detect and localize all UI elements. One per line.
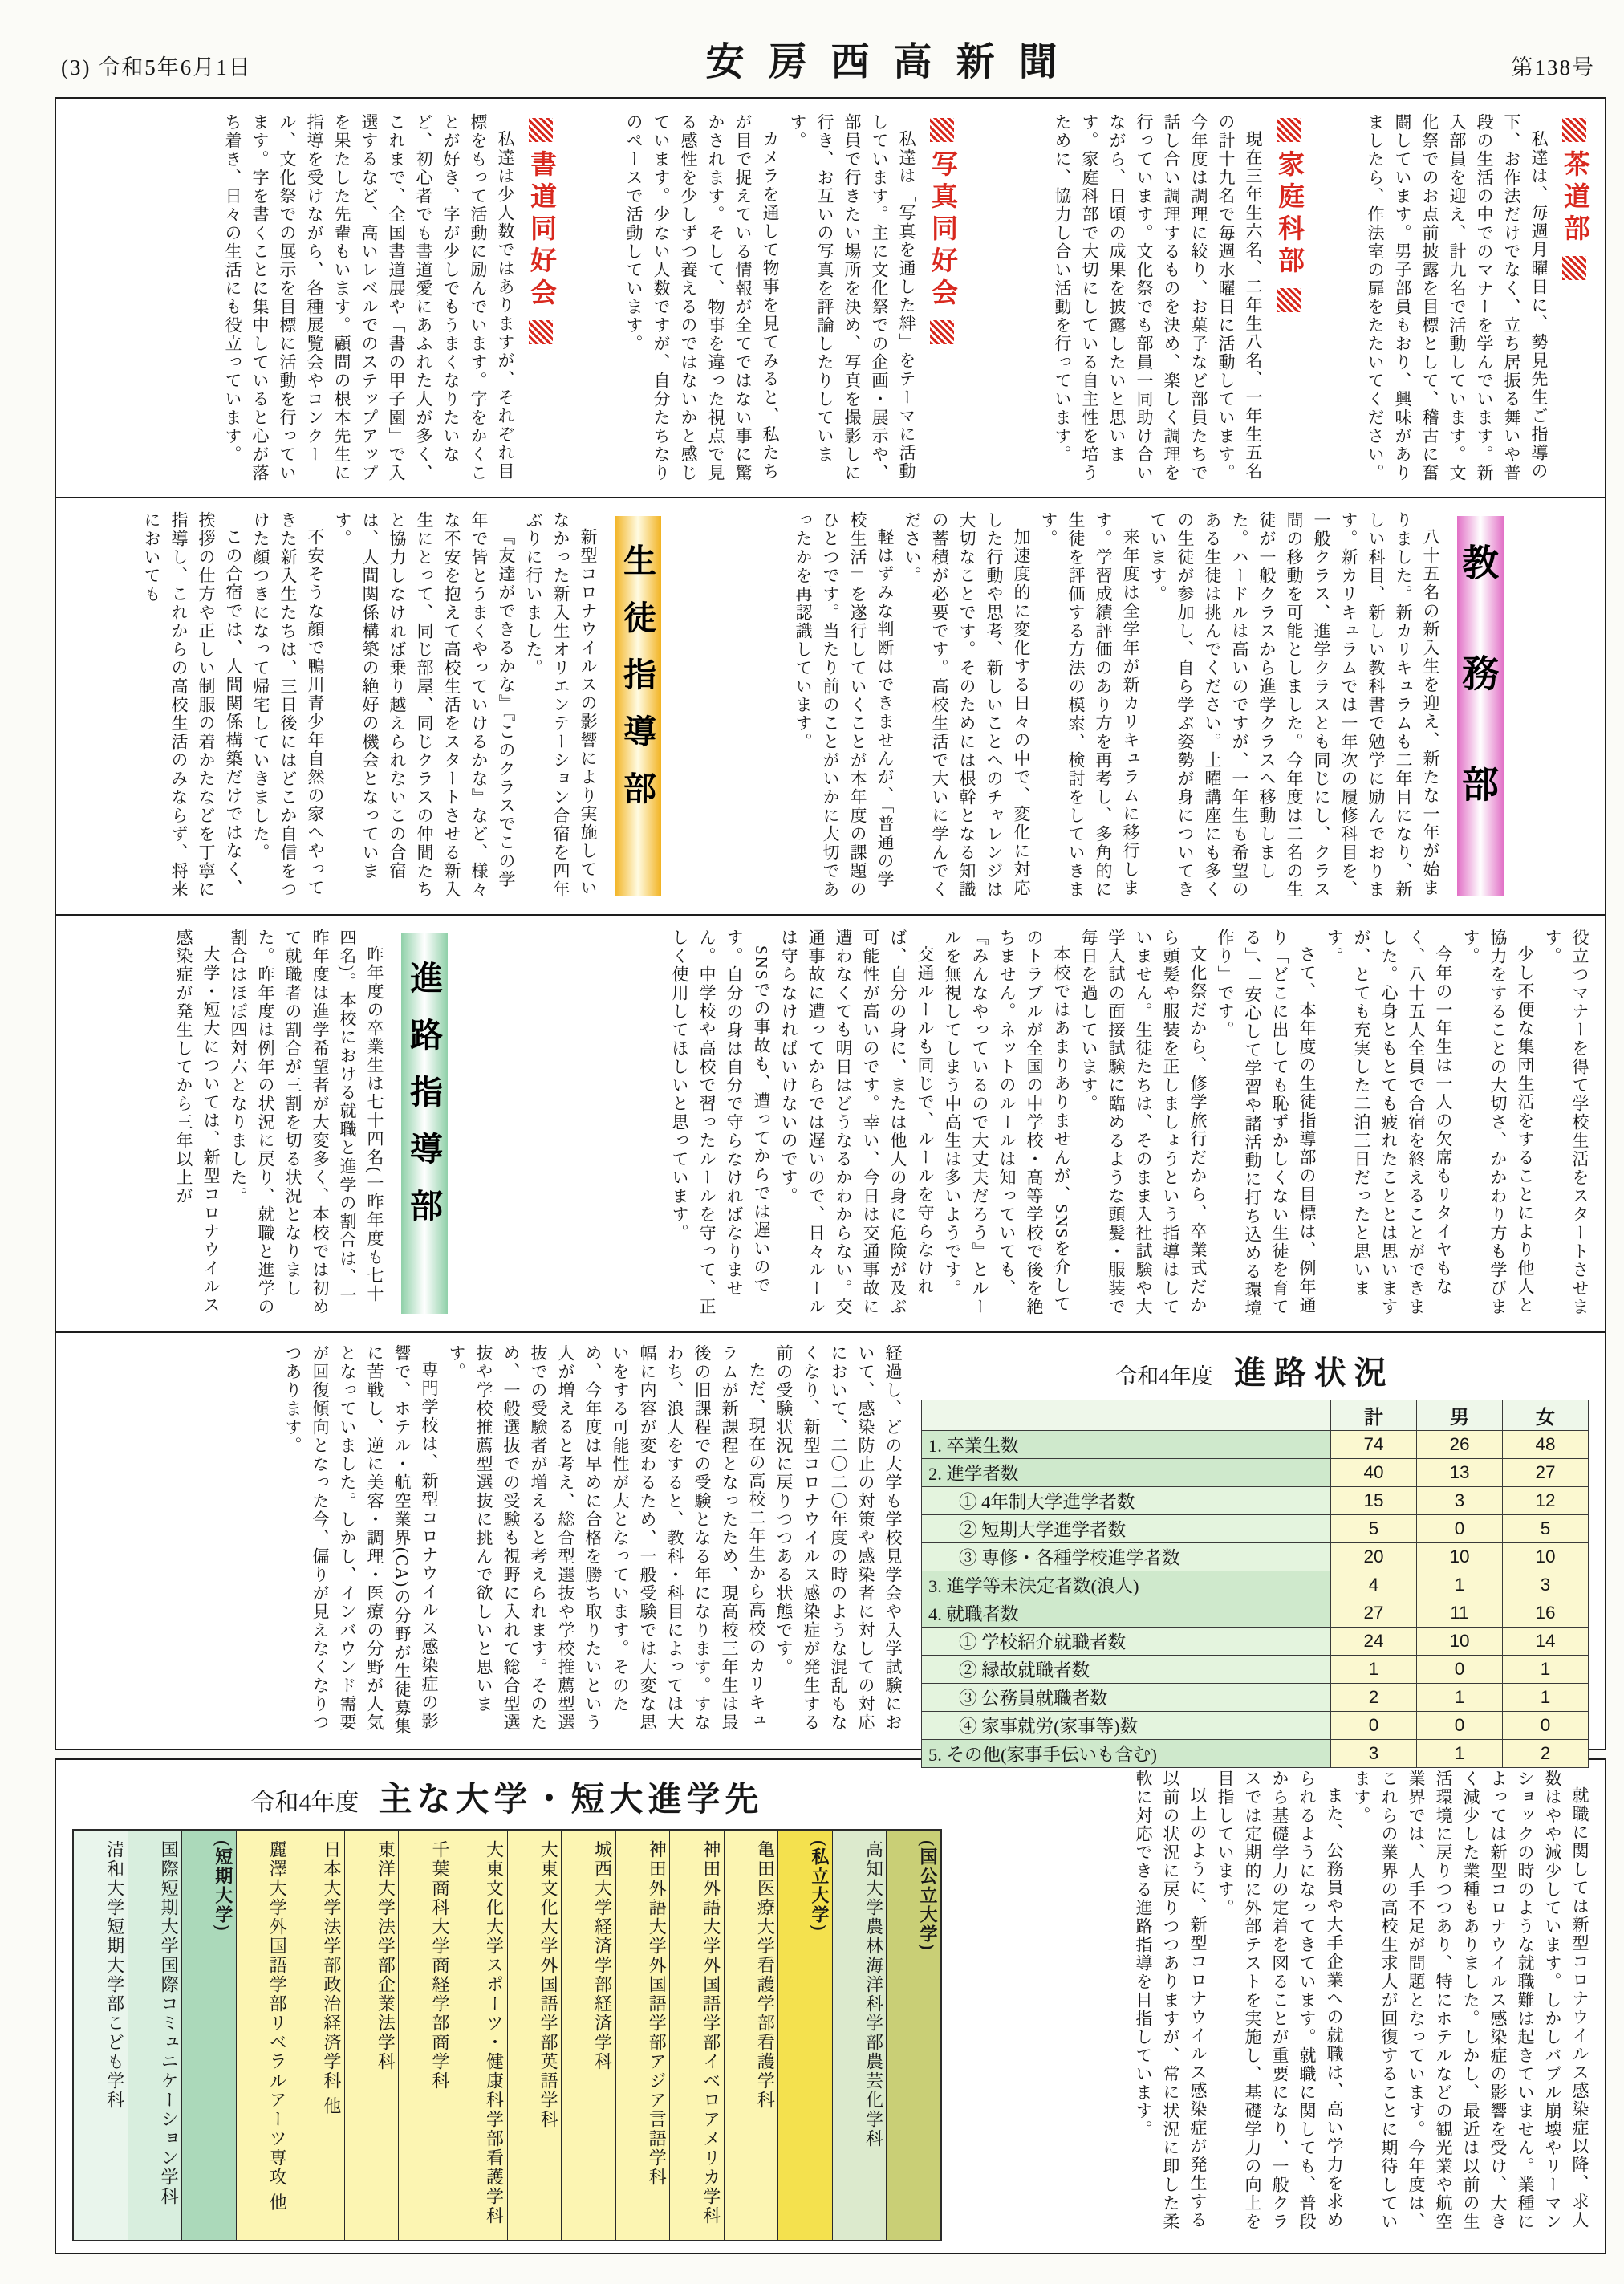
row-label: ③ 専修・各種学校進学者数	[922, 1543, 1331, 1571]
cell-female: 12	[1503, 1487, 1589, 1515]
paragraph: 新型コロナウイルスの影響により実施していなかった新入生オリエンテーション合宿を四年ぶりに行いました。	[524, 511, 598, 899]
shinro-title-bar: 進路指導部	[401, 933, 448, 1314]
row-label: 2. 進学者数	[922, 1459, 1331, 1487]
cell-female: 0	[1503, 1712, 1589, 1740]
univ-column: 大東文化大学外国語学部英語学科	[507, 1831, 562, 2240]
kyomu-seito-band	[55, 498, 1606, 916]
section-title: 写真同好会	[928, 150, 956, 311]
table-row	[922, 1628, 1589, 1656]
university-columns	[72, 1829, 942, 2241]
univ-column: 大東文化大学スポーツ・健康科学部看護学科	[453, 1831, 507, 2240]
cell-total: 0	[1331, 1712, 1417, 1740]
table-row	[922, 1599, 1589, 1628]
table-row	[922, 1571, 1589, 1599]
cell-total: 4	[1331, 1571, 1417, 1599]
cell-total: 74	[1331, 1431, 1417, 1459]
hatch-icon	[529, 118, 553, 142]
career-status-table-box	[907, 1344, 1594, 1765]
kyomu-title-bar: 教務部	[1457, 516, 1504, 896]
section-title: 茶道部	[1560, 150, 1589, 246]
cell-male: 1	[1417, 1684, 1503, 1712]
shodo-club-title	[527, 115, 554, 482]
cell-female: 16	[1503, 1599, 1589, 1628]
section-title: 書道同好会	[526, 150, 555, 311]
paragraph: カメラを通して物事を見てみると、私たちが目で捉えている情報が全てではない事に驚かされます。そして、物事を違った視点で見る感性を少しずつ養えるのではないかと感じています。少ない人数ですが、自分たちなりのペースで活動しています。	[624, 113, 780, 482]
header-empty-cell	[922, 1400, 1331, 1431]
hatch-icon	[1562, 118, 1586, 142]
cell-male: 3	[1417, 1487, 1503, 1515]
row-label: ② 短期大学進学者数	[922, 1515, 1331, 1543]
row-label: 5. その他(家事手伝いも含む)	[922, 1740, 1331, 1768]
paragraph: 現在三年生六名、二年生八名、一年生五名の計十九名で毎週水曜日に活動しています。今年度は調理に絞り、お菓子など部員たちで話し合い調理するものを決め、楽しく調理を行っています。文化祭でも部員一同助け合いながら、日頃の成果を披露したいと思います。家庭科部で大切にしている自主性を培うために、協力し合い活動を行っています。	[1053, 113, 1263, 482]
univ-category-column: (私立大学)	[777, 1831, 832, 2240]
article-body	[560, 113, 920, 482]
fiscal-year-label: 令和4年度	[250, 1790, 359, 1816]
table-row	[922, 1459, 1589, 1487]
shinro-article-body-part1	[67, 929, 388, 1319]
cell-female: 5	[1503, 1515, 1589, 1543]
hatch-icon	[1277, 288, 1301, 312]
univ-column: 麗澤大学外国語学部リベラルアーツ専攻 他	[236, 1831, 290, 2240]
paragraph: 不安そうな顔で鴨川青少年自然の家へやってきた新入生たちは、三日後にはどこか自信をつけた顔つきになって帰宅していきました。	[251, 511, 325, 899]
shashin-club-title	[928, 115, 955, 482]
row-label: ① 4年制大学進学者数	[922, 1487, 1331, 1515]
paragraph: SNSでの事故も、遭ってからでは遅いのです。自分の身は自分で守らなければなりません。中学校や高校で習ったルールを守って、正しく使用してほしいと思っています。	[670, 929, 771, 1316]
article-body	[1308, 113, 1553, 482]
shinro-article-body-part3	[960, 1770, 1594, 2243]
paragraph: 以上のように、新型コロナウイルス感染症が発生する以前の状況に戻りつつありますが、常に状況に即した柔軟に対応できる進路指導を目指しています。	[1134, 1770, 1208, 2231]
cell-male: 11	[1417, 1599, 1503, 1628]
table-row	[922, 1712, 1589, 1740]
paragraph: 軽はずみな判断はできませんが、「普通の学校生活」を遂行していくことが本年度の課題のひとつです。当たり前のことがいかに大切であったかを再認識しています。	[794, 511, 895, 899]
table-header-row	[922, 1400, 1589, 1431]
cell-total: 20	[1331, 1543, 1417, 1571]
paragraph: 就職に関しては新型コロナウイルス感染症以降、求人数はやや減少しています。しかしバブル崩壊やリーマンショックの時のような就職難は起きていません。業種によっては新型コロナウイルス感染症の影響を受け、大きく減少した業種もありました。しかし、最近は以前の生活環境に戻りつつあり、特にホテルなどの観光業や航空業界では、人手不足が問題となっています。今年度は、これらの業界の高校生求人が回復することに期待しています。	[1352, 1770, 1589, 2231]
shinro-article-body-part2	[67, 1344, 907, 1737]
table-row	[922, 1656, 1589, 1684]
univ-column: 城西大学経済学部経済学科	[561, 1831, 615, 2240]
cell-total: 5	[1331, 1515, 1417, 1543]
seito-article-body-part2	[461, 929, 1594, 1319]
table-title: 主な大学・短大進学先	[378, 1782, 764, 1819]
article-body	[961, 113, 1267, 482]
paragraph: 文化祭だから、修学旅行だから、卒業式だから頭髪や服装を正しましょうという指導はしていません。生徒たちは、そのまま入社試験や大学入試の面接試験に臨めるような頭髪・服装で毎日を過しています。	[1079, 929, 1208, 1316]
paragraph: 八十五名の新入生を迎え、新たな一年が始まりました。新カリキュラムも二年目になり、新しい科目、新しい教科書で勉学に励んでおります。新カリキュラムでは一年次の履修科目を、一般クラス、進学クラスとも同じにし、クラス間の移動を可能としました。今年度は二名の生徒が一般クラスから進学クラスへ移動しました。ハードルは高いのですが、一年生も希望のある生徒は挑んでください。土曜講座にも多くの生徒が参加し、自ら学ぶ姿勢が身についてきています。	[1148, 511, 1440, 899]
shinro-status-band	[55, 1333, 1606, 1765]
university-table-box	[67, 1770, 960, 2243]
cell-male: 0	[1417, 1712, 1503, 1740]
career-status-table	[921, 1400, 1589, 1768]
article-shodo-club	[95, 113, 560, 482]
cell-female: 27	[1503, 1459, 1589, 1487]
sado-club-title	[1561, 115, 1587, 482]
univ-column: 高知大学農林海洋科学部農芸化学科	[832, 1831, 887, 2240]
university-table-title	[72, 1770, 942, 1829]
row-label: ④ 家事就労(家事等)数	[922, 1712, 1331, 1740]
paragraph: ただ、現在の高校二年生から高校のカリキュラムが新課程となったため、現高校三年生は最後の旧課程での受験となる年になります。すなわち、浪人をすると、教科・科目によっては大幅に内容が変わるため、一般受験では大変な思いをする可能性が大となっています。そのため、今年度は早めに合格を勝ち取りたいという人が増えると考え、総合型選抜や学校推薦型選抜での受験者が増えると考えられます。そのため、一般選抜での受験も視野に入れて総合型選抜や学校推薦型選抜に挑んで欲しいと思います。	[447, 1344, 766, 1732]
column-header-male: 男	[1417, 1400, 1503, 1431]
row-label: ① 学校紹介就職者数	[922, 1628, 1331, 1656]
career-status-title	[921, 1346, 1589, 1400]
cell-total: 27	[1331, 1599, 1417, 1628]
cell-total: 40	[1331, 1459, 1417, 1487]
paragraph: 本校ではあまりありませんが、SNSを介してのトラブルが全国の中学校・高等学校で後を絶ちません。ネットのルールは知っていても、『みんなやっているので大丈夫だろう』とルールを無視してしまう中高生は多いようです。	[943, 929, 1071, 1316]
row-label: 4. 就職者数	[922, 1599, 1331, 1628]
paragraph: 私達は「写真を通した絆」をテーマに活動しています。主に文化祭での企画・展示や、部員で行きたい場所を決め、写真を撮影しに行き、お互いの写真を評論したりしています。	[788, 113, 916, 482]
row-label: 1. 卒業生数	[922, 1431, 1331, 1459]
article-katei-club	[961, 113, 1308, 482]
cell-total: 1	[1331, 1656, 1417, 1684]
univ-column: 清和大学短期大学部こども学科	[74, 1831, 128, 2240]
cell-male: 1	[1417, 1740, 1503, 1768]
univ-column: 国際短期大学国際コミュニケーション学科	[128, 1831, 182, 2240]
table-row	[922, 1431, 1589, 1459]
katei-club-title	[1275, 115, 1301, 482]
cell-male: 13	[1417, 1459, 1503, 1487]
clubs-band	[55, 97, 1606, 498]
paragraph: さて、本年度の生徒指導部の目標は、例年通り「どこに出しても恥ずかしくない生徒を育てる」、「安心して学習や諸活動に打ち込める環境作り」です。	[1216, 929, 1317, 1318]
paragraph: 私達は少人数ではありますが、それぞれ目標をもって活動に励んでいます。字をかくことが好き、字が少しでもうまくなりたいなど、初心者でも書道愛にあふれた人が多く、これまで、全国書道展や「書の甲子園」で入選するなど、高いレベルでのステップアップを果たした先輩もいます。顧問の根本先生に指導を受けながら、各種展覧会やコンクール、文化祭での展示を目標に活動を行っています。字を書くことに集中していると心が落ち着き、日々の生活にも役立っています。	[223, 113, 515, 482]
cell-male: 26	[1417, 1431, 1503, 1459]
hatch-icon	[930, 320, 954, 344]
cell-male: 10	[1417, 1543, 1503, 1571]
univ-column: 神田外語大学外国語学部アジア言語学科	[615, 1831, 670, 2240]
cell-female: 2	[1503, 1740, 1589, 1768]
paragraph: 来年度は全学年が新カリキュラムに移行します。学習成績評価のあり方を再考し、多角的に生徒を評価する方法の模索、検討をしていきます。	[1039, 511, 1140, 899]
cell-female: 3	[1503, 1571, 1589, 1599]
column-header-total: 計	[1331, 1400, 1417, 1431]
cell-male: 10	[1417, 1628, 1503, 1656]
paragraph: 昨年度の卒業生は七十四名(一昨年度も七十四名)。本校における就職と進学の割合は、一昨年度は進学希望者が大変多く、本校では初めて就職者の割合が三割を切る状況となりました。昨年度は例年の状況に戻り、就職と進学の割合はほぼ四対六となりました。	[229, 929, 384, 1316]
paragraph: 専門学校は、新型コロナウイルス感染症の影響で、ホテル・航空業界(CA)の分野が生徒募集に苦戦し、逆に美容・調理・医療の分野が人気となっていました。しかし、インバウンド需要が回復傾向となった今、偏りが見えなくなりつつあります。	[283, 1344, 439, 1737]
kyomu-article-body	[674, 511, 1444, 901]
cell-total: 2	[1331, 1684, 1417, 1712]
paragraph-continuation: 役立つマナーを得て学校生活をスタートさせます。	[1543, 929, 1589, 1316]
univ-category-column: (国公立大学)	[886, 1831, 940, 2240]
seito-title-bar: 生徒指導部	[615, 516, 661, 896]
fiscal-year-label: 令和4年度	[1115, 1364, 1213, 1388]
table-row	[922, 1515, 1589, 1543]
univ-category-column: (短期大学)	[181, 1831, 236, 2240]
table-row	[922, 1543, 1589, 1571]
column-header-female: 女	[1503, 1400, 1589, 1431]
seito-article-body-part1	[120, 511, 602, 901]
hatch-icon	[1277, 118, 1301, 142]
cell-female: 1	[1503, 1684, 1589, 1712]
paragraph: 少し不便な集団生活をすることにより他人と協力をすることの大切さ、かかわり方も学びます。	[1461, 929, 1535, 1316]
paragraph: 私達は、毎週月曜日に、勢見先生ご指導の下、お作法だけでなく、立ち居振る舞いや普段の生活の中でのマナーを学んでいます。新入部員を迎え、計九名で活動しています。文化祭でのお点前披露を目標として、稽古に奮闘しています。男子部員もおり、興味がありましたら、作法室の扉をたたいてください。	[1366, 113, 1549, 482]
issue-number: 第138号	[1511, 55, 1595, 79]
univ-column: 東洋大学法学部企業法学科	[344, 1831, 399, 2240]
table-row	[922, 1487, 1589, 1515]
spacer	[1516, 511, 1594, 901]
paragraph: 交通ルールも同じで、ルールを守らなければ、自分の身に、または他人の身に危険が及ぶ可能性が高いのです。幸い、今日は交通事故に遭わなくても明日はどうなるかわからない。交通事故に遭ってからでは遅いので、日々ルールは守らなければいけないのです。	[779, 929, 935, 1316]
employment-universities-band	[55, 1758, 1606, 2254]
hatch-icon	[930, 118, 954, 142]
paragraph: 『友達ができるかな』『このクラスでこの学年で皆とうまくやっていけるかな』など、様々な不安を抱えて高校生活をスタートさせる新入生にとって、同じ部屋、同じクラスの仲間たちと協力しなければ乗り越えられないこの合宿は、人間関係構築の絶好の機会となっています。	[333, 511, 516, 899]
seito-shinro-band	[55, 916, 1606, 1333]
newspaper-title: 安房西高新聞	[705, 41, 1082, 83]
article-body	[95, 113, 519, 482]
univ-column: 亀田医療大学看護学部看護学科	[724, 1831, 778, 2240]
paragraph: この合宿では、人間関係構築だけではなく、挨拶の仕方や正しい制服の着かたなどを丁寧に指導し、これからの高校生活のみならず、将来においても	[142, 511, 243, 899]
paragraph: 加速度的に変化する日々の中で、変化に対応した行動や思考、新しいことへのチャレンジは大切なことです。そのためには根幹となる知識の蓄積が必要です。高校生活で大いに学んでください。	[903, 511, 1031, 899]
table-row	[922, 1684, 1589, 1712]
paragraph: また、公務員や大手企業への就職は、高い学力を求められるようになってきています。就職に関しても、普段から基礎学力の定着を図ることが重要になり、一般クラスでは定期的に外部テストを実施し、基礎学力の向上を目指しています。	[1216, 1770, 1344, 2231]
cell-female: 48	[1503, 1431, 1589, 1459]
cell-female: 10	[1503, 1543, 1589, 1571]
page-number-date: (3) 令和5年6月1日	[61, 55, 252, 79]
cell-female: 14	[1503, 1628, 1589, 1656]
cell-male: 1	[1417, 1571, 1503, 1599]
cell-total: 15	[1331, 1487, 1417, 1515]
paragraph: 大学・短大については、新型コロナウイルス感染症が発生してから三年以上が	[174, 929, 221, 1315]
article-shashin-club	[560, 113, 961, 482]
univ-column: 千葉商科大学商経学部商学科	[398, 1831, 453, 2240]
row-label: ② 縁故就職者数	[922, 1656, 1331, 1684]
article-sado-club	[1308, 113, 1594, 482]
hatch-icon	[1562, 256, 1586, 280]
row-label: ③ 公務員就職者数	[922, 1684, 1331, 1712]
row-label: 3. 進学等未決定者数(浪人)	[922, 1571, 1331, 1599]
table-row	[922, 1740, 1589, 1768]
hatch-icon	[529, 320, 553, 344]
paragraph: 今年の一年生は一人の欠席もリタイヤもなく、八十五人全員で合宿を終えることができました。心身ともとても疲れたこととは思いますが、とても充実した二泊三日だったと思います。	[1325, 929, 1453, 1316]
univ-column: 日本大学法学部政治経済学科 他	[290, 1831, 344, 2240]
cell-female: 1	[1503, 1656, 1589, 1684]
page-header	[55, 27, 1606, 97]
cell-total: 3	[1331, 1740, 1417, 1768]
univ-column: 神田外語大学外国語学部イベロアメリカ学科	[669, 1831, 724, 2240]
cell-male: 0	[1417, 1515, 1503, 1543]
paragraph-continuation: 経過し、どの大学も学校見学会や入学試験において、感染防止の対策や感染者に対しての対応において、二〇二〇年度の時のような混乱もなくなり、新型コロナウイルス感染症が発生する前の受験状況に戻りつつある状態です。	[774, 1344, 903, 1732]
cell-total: 24	[1331, 1628, 1417, 1656]
cell-male: 0	[1417, 1656, 1503, 1684]
section-title: 家庭科部	[1274, 150, 1303, 278]
table-title: 進路状況	[1233, 1355, 1395, 1391]
